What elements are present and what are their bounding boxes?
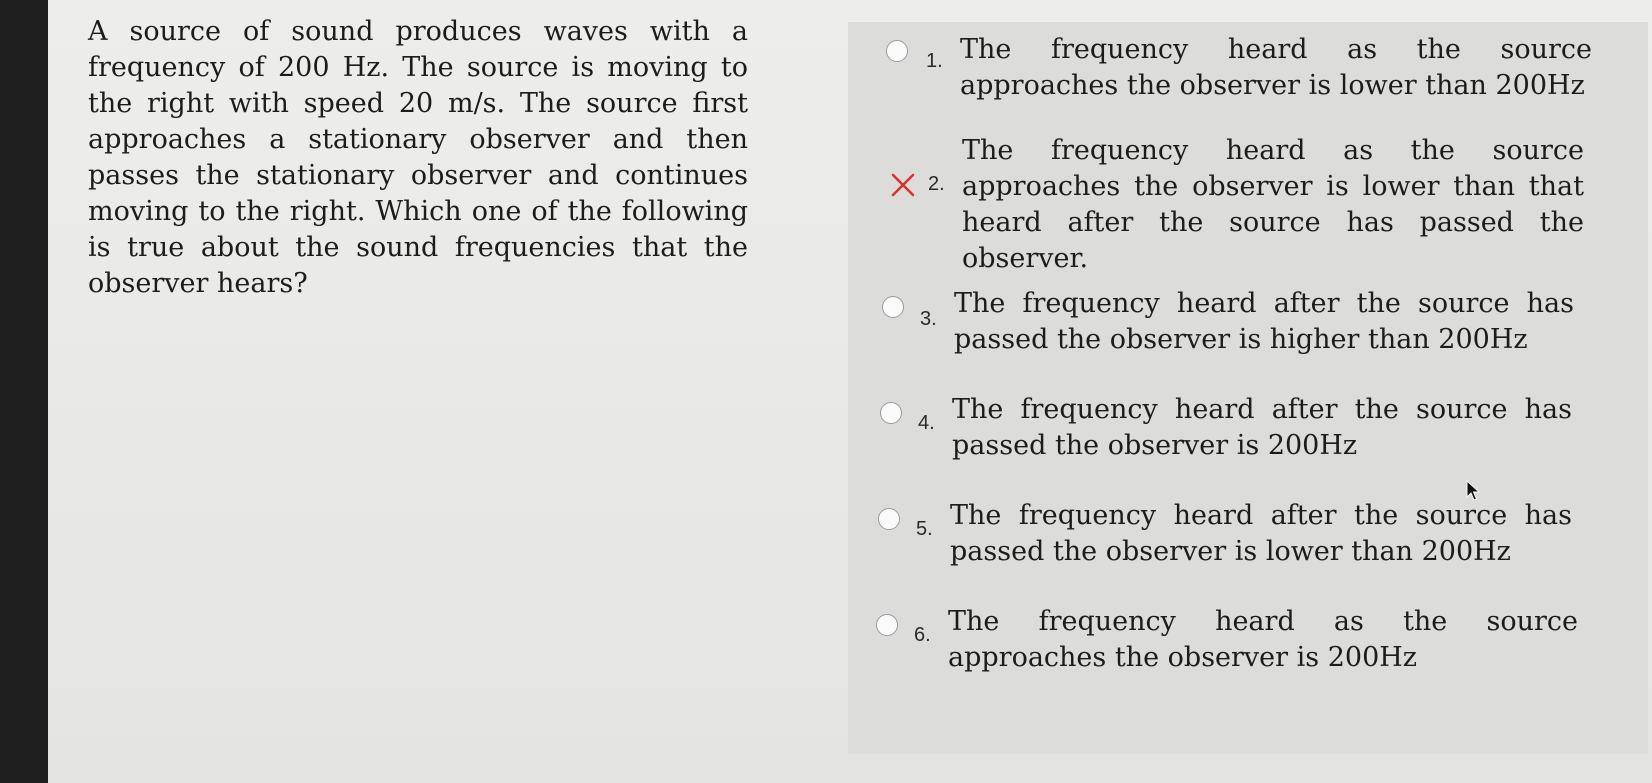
option-text: The frequency heard as the source approaches the observer is lower than 200Hz — [960, 34, 1592, 101]
option-number: 2. — [928, 173, 945, 195]
option-1[interactable] — [848, 22, 1648, 122]
radio-button-icon[interactable] — [882, 296, 904, 318]
option-text: The frequency heard as the source approaches the observer is 200Hz — [948, 606, 1578, 673]
option-number: 5. — [916, 518, 933, 540]
option-6[interactable] — [848, 598, 1648, 698]
option-text: The frequency heard after the source has passed the observer is 200Hz — [952, 394, 1572, 461]
option-number: 6. — [914, 624, 931, 646]
answer-options-panel — [848, 22, 1648, 754]
option-text: The frequency heard as the source approaches the observer is lower than that heard after the source has passed the observer. — [962, 135, 1584, 274]
radio-button-icon[interactable] — [886, 40, 908, 62]
x-mark-icon — [890, 172, 916, 198]
option-number: 4. — [918, 412, 935, 434]
question-text: A source of sound produces waves with a frequency of 200 Hz. The source is moving to the right with speed 20 m/s. The source first approaches a stationary observer and then passes the stationary observer and continues moving to the right. Which one of the following is true about the sound frequencies that the observer hears? — [88, 16, 748, 299]
option-5[interactable] — [848, 492, 1648, 592]
option-3[interactable] — [848, 280, 1648, 380]
radio-button-icon[interactable] — [878, 508, 900, 530]
option-text: The frequency heard after the source has passed the observer is higher than 200Hz — [954, 288, 1574, 355]
radio-button-icon[interactable] — [880, 402, 902, 424]
option-text: The frequency heard after the source has passed the observer is lower than 200Hz — [950, 500, 1572, 567]
quiz-screen — [48, 0, 1652, 783]
option-number: 1. — [926, 50, 943, 72]
radio-button-icon[interactable] — [876, 614, 898, 636]
option-2[interactable] — [848, 127, 1648, 274]
mouse-pointer-icon — [1466, 480, 1482, 502]
option-4[interactable] — [848, 386, 1648, 486]
option-number: 3. — [920, 308, 937, 330]
